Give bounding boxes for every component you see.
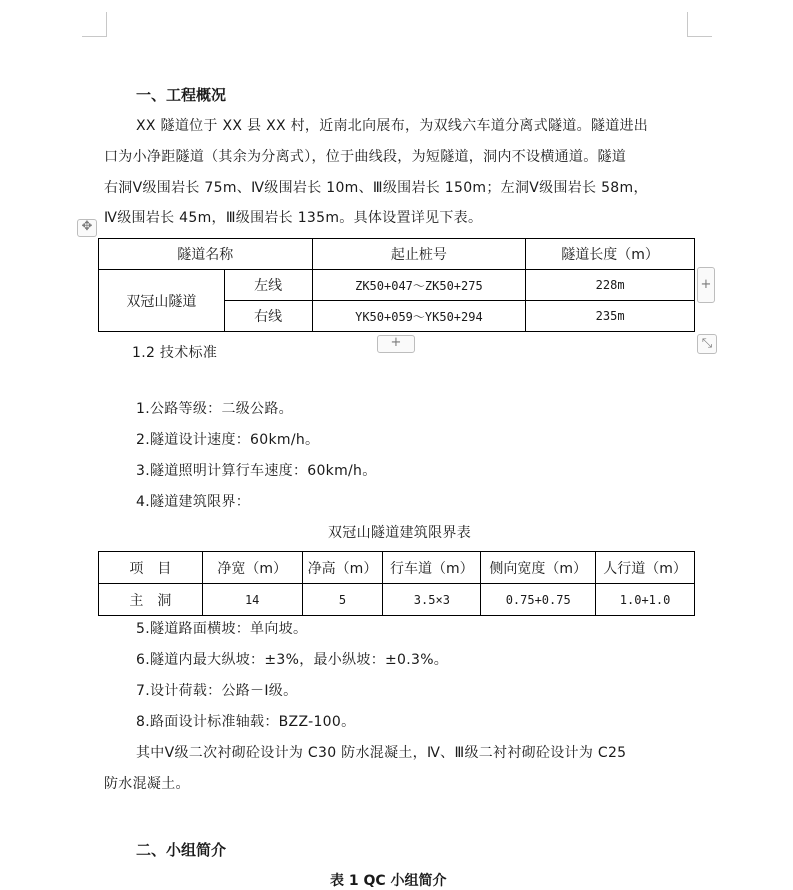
length-cell: 235m bbox=[526, 301, 695, 332]
table-resize-handle-icon[interactable]: ⤡ bbox=[697, 334, 717, 354]
header-sidewalk: 人行道（m） bbox=[596, 552, 695, 584]
lateral-width-cell: 0.75+0.75 bbox=[481, 584, 596, 616]
overview-paragraph-line-2: 口为小净距隧道（其余为分离式），位于曲线段，为短隧道，洞内不设横通道。隧道 bbox=[104, 149, 627, 165]
list-item: 4.隧道建筑限界： bbox=[136, 494, 251, 510]
header-clear-height: 净高（m） bbox=[302, 552, 383, 584]
table-move-handle-icon[interactable]: ✥ bbox=[77, 219, 97, 237]
overview-paragraph-line-3: 右洞Ⅴ级围岩长 75m、Ⅳ级围岩长 10m、Ⅲ级围岩长 150m；左洞Ⅴ级围岩长 58m， bbox=[104, 180, 648, 196]
list-item: 2.隧道设计速度：60km/h。 bbox=[136, 432, 320, 448]
clearance-limit-table bbox=[98, 551, 695, 616]
clear-width-cell: 14 bbox=[202, 584, 302, 616]
header-carriageway: 行车道（m） bbox=[383, 552, 481, 584]
overview-paragraph-line-4: Ⅳ级围岩长 45m，Ⅲ级围岩长 135m。具体设置详见下表。 bbox=[104, 210, 483, 226]
header-tunnel-name: 隧道名称 bbox=[99, 239, 313, 270]
limit-table-title: 双冠山隧道建筑限界表 bbox=[328, 525, 471, 541]
lining-paragraph-line-2: 防水混凝土。 bbox=[104, 776, 190, 792]
side-cell: 左线 bbox=[224, 270, 312, 301]
sidewalk-cell: 1.0+1.0 bbox=[596, 584, 695, 616]
list-item: 7.设计荷载：公路－Ⅰ级。 bbox=[136, 683, 298, 699]
lining-paragraph-line-1: 其中Ⅴ级二次衬砌砼设计为 C30 防水混凝土，Ⅳ、Ⅲ级二衬衬砌砼设计为 C25 bbox=[136, 745, 627, 761]
team-table-caption: 表 1 QC 小组简介 bbox=[330, 873, 447, 889]
overview-paragraph-line-1: XX 隧道位于 XX 县 XX 村，近南北向展布，为双线六车道分离式隧道。隧道进出 bbox=[136, 118, 649, 134]
range-cell: ZK50+047～ZK50+275 bbox=[312, 270, 526, 301]
header-item: 项 目 bbox=[99, 552, 203, 584]
section-heading-tech-standards: 1.2 技术标准 bbox=[132, 345, 218, 361]
range-cell: YK50+059～YK50+294 bbox=[312, 301, 526, 332]
section-heading-team: 二、小组简介 bbox=[136, 841, 227, 859]
clear-height-cell: 5 bbox=[302, 584, 383, 616]
side-cell: 右线 bbox=[224, 301, 312, 332]
table-header-row bbox=[99, 239, 695, 270]
header-tunnel-length: 隧道长度（m） bbox=[526, 239, 695, 270]
add-column-button-icon[interactable]: + bbox=[697, 267, 715, 303]
item-cell: 主 洞 bbox=[99, 584, 203, 616]
add-row-button-icon[interactable]: + bbox=[377, 335, 415, 353]
table-row bbox=[99, 270, 695, 301]
list-item: 1.公路等级：二级公路。 bbox=[136, 401, 293, 417]
length-cell: 228m bbox=[526, 270, 695, 301]
page-corner-mark-right bbox=[687, 12, 712, 37]
list-item: 3.隧道照明计算行车速度：60km/h。 bbox=[136, 463, 377, 479]
table-row bbox=[99, 584, 695, 616]
header-station-range: 起止桩号 bbox=[312, 239, 526, 270]
carriageway-cell: 3.5×3 bbox=[383, 584, 481, 616]
section-heading-overview: 一、工程概况 bbox=[136, 86, 227, 104]
table-header-row bbox=[99, 552, 695, 584]
header-lateral-width: 侧向宽度（m） bbox=[481, 552, 596, 584]
tunnel-name-cell: 双冠山隧道 bbox=[99, 270, 225, 332]
list-item: 8.路面设计标准轴载：BZZ-100。 bbox=[136, 714, 356, 730]
page-corner-mark-left bbox=[82, 12, 107, 37]
list-item: 5.隧道路面横坡：单向坡。 bbox=[136, 621, 308, 637]
tunnel-table bbox=[98, 238, 695, 332]
list-item: 6.隧道内最大纵坡：±3%，最小纵坡：±0.3%。 bbox=[136, 652, 449, 668]
header-clear-width: 净宽（m） bbox=[202, 552, 302, 584]
